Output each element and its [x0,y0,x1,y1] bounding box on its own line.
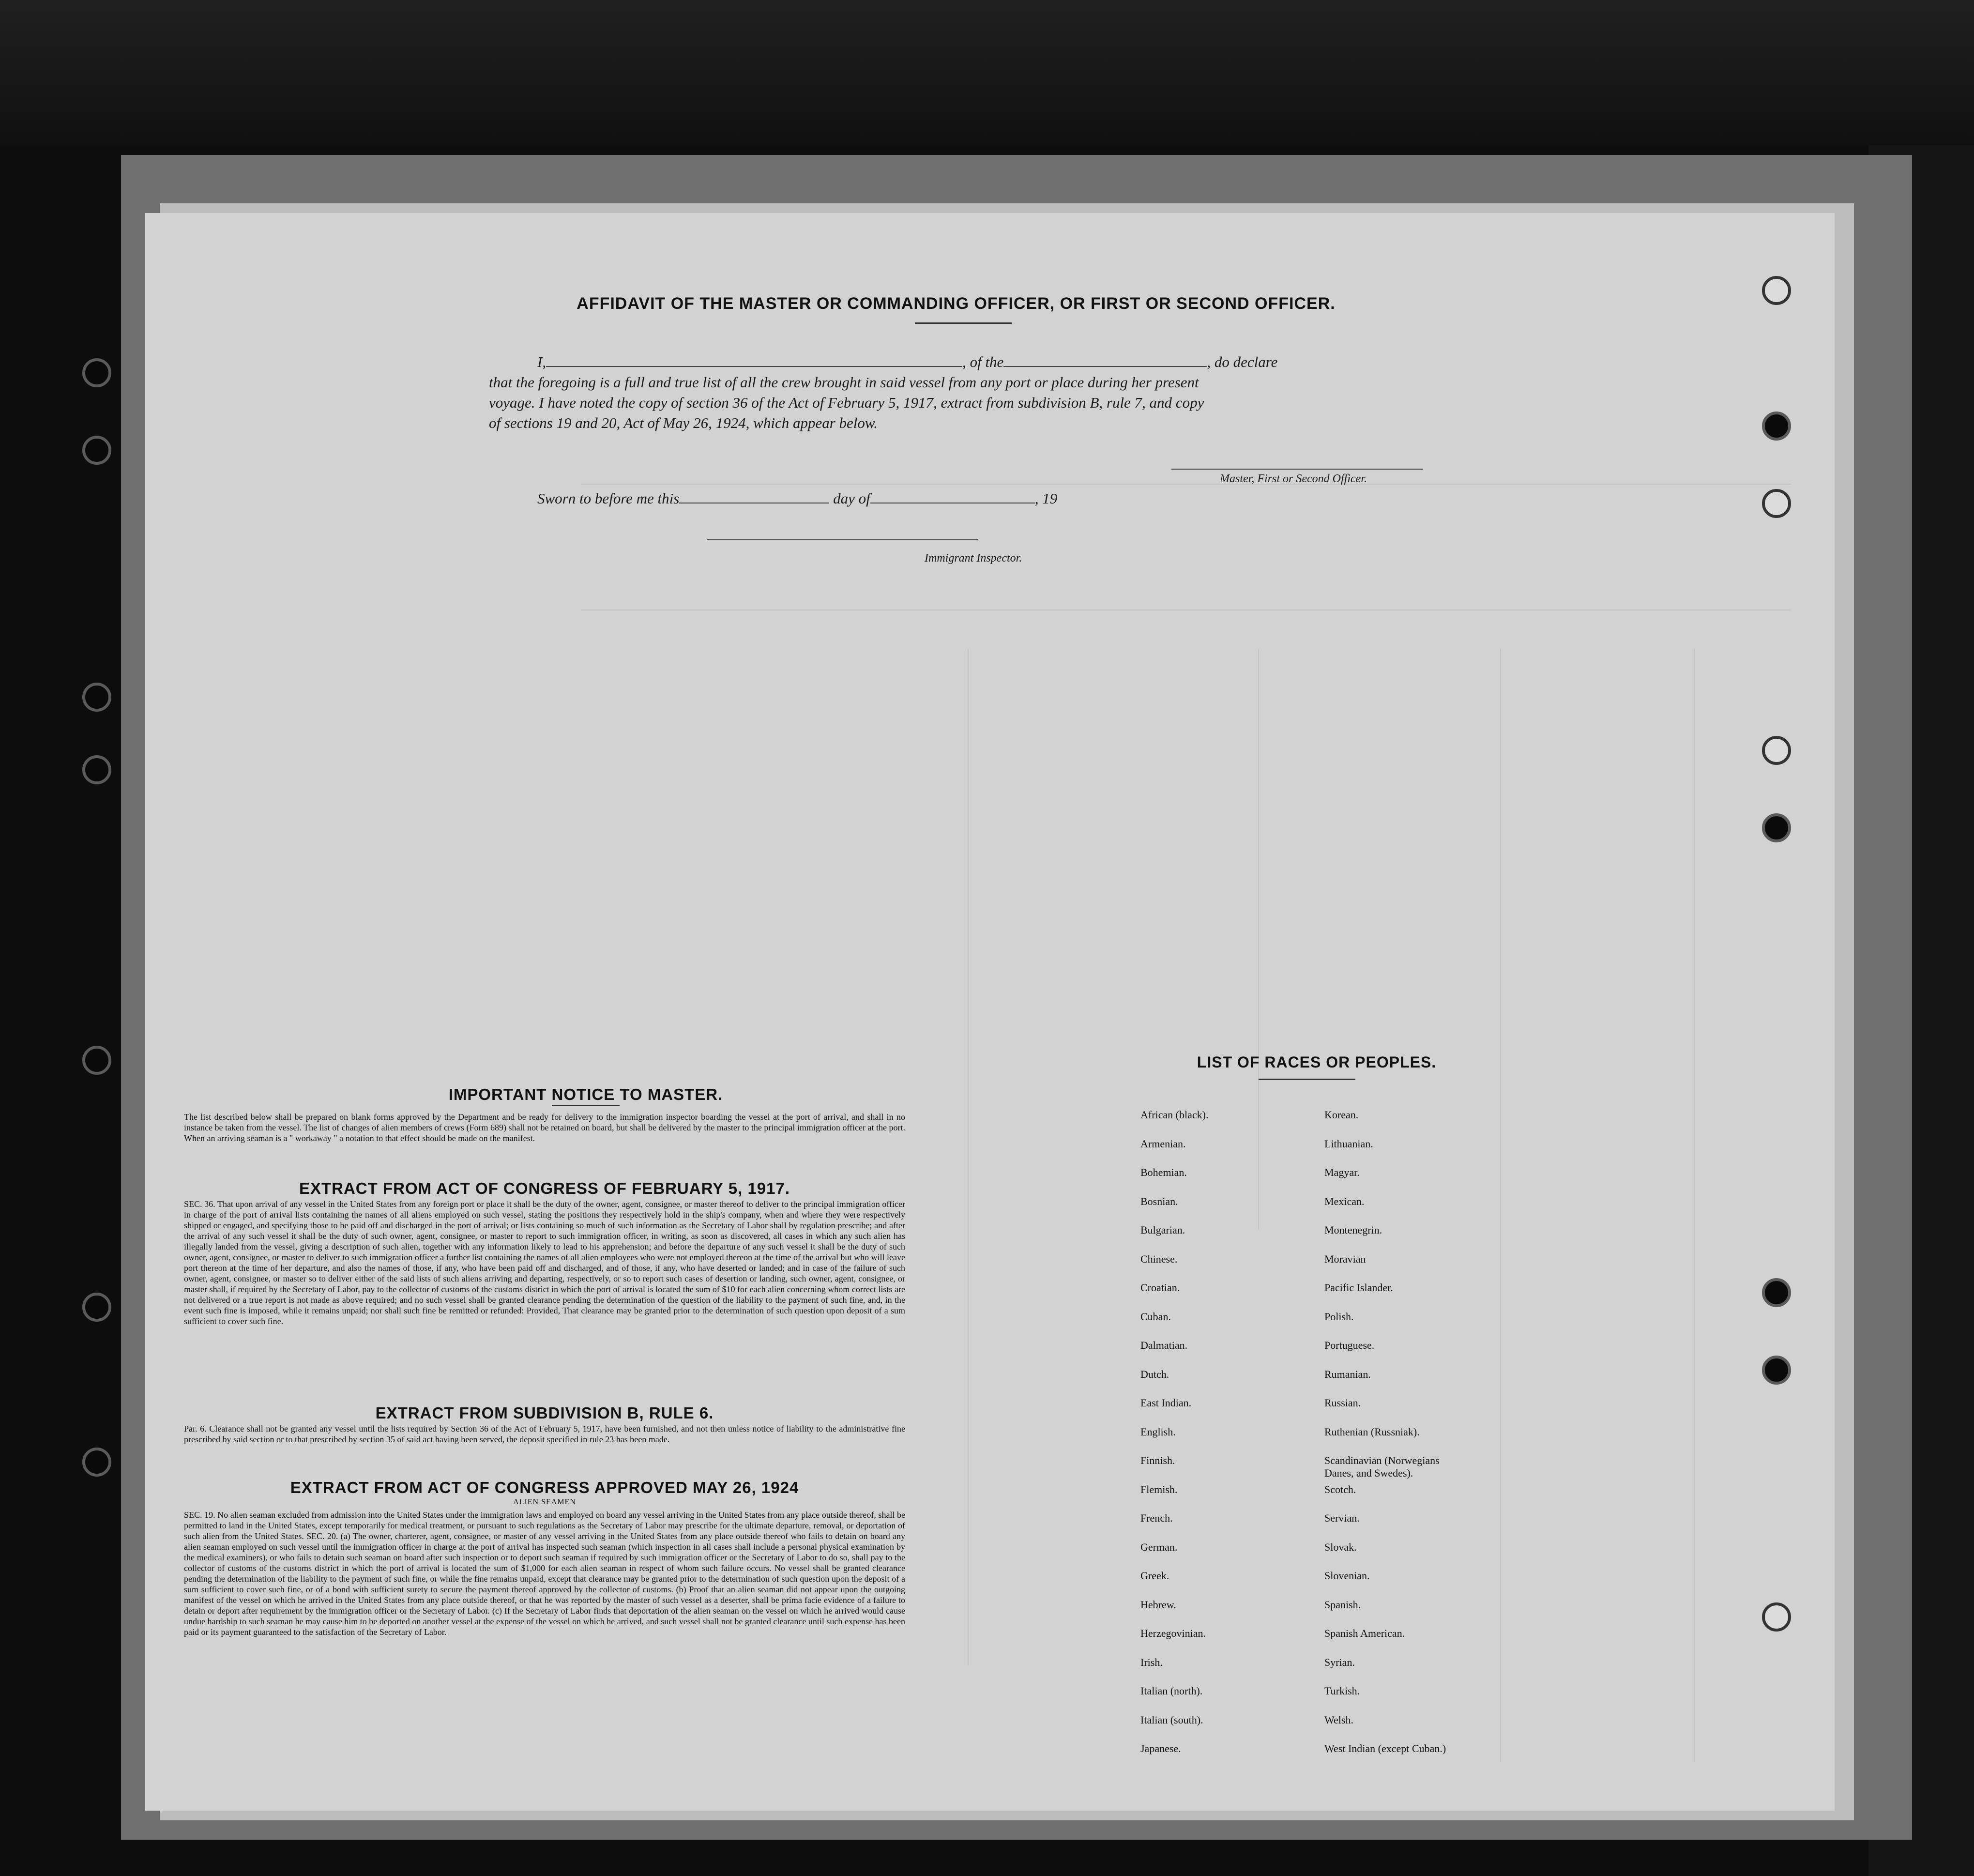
race-item: Montenegrin. [1324,1224,1382,1236]
punch-hole [1762,736,1791,765]
extract-1917-body: SEC. 36. That upon arrival of any vessel in the United States from any foreign port or place it shall be the duty of the owner, agent, consignee, or master thereof to deliver to the principal immigration officer in charge of the port of arrival lists containing the names of all aliens employed on such vessel, stating the positions they respectively hold in the ship's company, when and where they were respectively shipped or engaged, and specifying those to be paid off and discharged in the port of arrival; or lists containing so much of such information as the Secretary of Labor shall by regulation prescribe; and after the arrival of any such vessel it shall be the duty of such owner, agent, consignee, or master to report to such immigration officer, in writing, as soon as discovered, all cases in which any such alien has illegally landed from the vessel, giving a description of such alien, together with any information likely to lead to his apprehension; and before the departure of any such vessel it shall be the duty of such owner, agent, consignee, or master to deliver to such immigration officer a further list containing the names of all alien employees who were not employed thereon at the time of the arrival but who will leave port thereon at the time of her departure, and also the names of those, if any, who have been paid off and discharged, and of those, if any, who have deserted or landed; and in case of the failure of such owner, agent, consignee, or master so to deliver either of the said lists of such aliens arriving and departing, respectively, or so to report such cases of desertion or landing, such owner, agent, consignee, or master shall, if required by the Secretary of Labor, pay to the collector of customs of the customs district in which the port of arrival is located the sum of $10 for each alien concerning whom correct lists are not delivered or a true report is not made as above required; and no such vessel shall be granted clearance pending the determination of the question of the liability to the payment of such fine, and, in the event such fine is imposed, while it remains unpaid; nor shall such fine be remitted or refunded: Provided, That clearance may be granted prior to the determination of such question upon deposit of a sum sufficient to cover such fine. [184,1199,905,1326]
race-item: Greek. [1140,1570,1169,1582]
race-item: English. [1140,1425,1176,1438]
races-title: LIST OF RACES OR PEOPLES. [1197,1053,1437,1071]
race-item: Slovak. [1324,1540,1357,1553]
race-item: Mexican. [1324,1195,1365,1207]
races-rule [1259,1079,1355,1080]
punch-hole [82,755,111,784]
declaration-line-2: that the foregoing is a full and true list of all the crew brought in said vessel from any port or place during her present [489,374,1199,391]
declaration-line-4: of sections 19 and 20, Act of May 26, 1924, which appear below. [489,414,878,431]
sworn-line: Sworn to before me this day of , 19 [537,490,1058,507]
race-item: Slovenian. [1324,1570,1370,1582]
race-item: Russian. [1324,1397,1361,1409]
race-item: Scotch. [1324,1483,1356,1495]
race-item: Portuguese. [1324,1339,1375,1351]
race-item: Spanish. [1324,1598,1361,1611]
race-item: German. [1140,1540,1178,1553]
punch-hole [1762,1602,1791,1632]
race-item: Lithuanian. [1324,1137,1373,1150]
punch-hole [1762,276,1791,305]
name-blank[interactable] [546,366,962,367]
race-item: Rumanian. [1324,1368,1371,1380]
affidavit-title: AFFIDAVIT OF THE MASTER OR COMMANDING OFFICER, OR FIRST OR SECOND OFFICER. [577,294,1336,313]
race-item: African (black). [1140,1109,1209,1121]
punch-hole [1762,1278,1791,1307]
scanner-top-band [0,0,1974,145]
declaration-line-3: voyage. I have noted the copy of section 36 of the Act of February 5, 1917, extract from subdivision B, rule 7, and copy [489,394,1204,411]
punch-hole [1762,489,1791,518]
race-item: Herzegovinian. [1140,1627,1206,1639]
race-item: Welsh. [1324,1713,1353,1726]
notice-body: The list described below shall be prepared on blank forms approved by the Department and be ready for delivery to the immigration inspector boarding the vessel at the port of arrival, and shall in no instance be taken from the vessel. The list of changes of alien members of crews (Form 689) shall not be retained on board, but shall be delivered by the master to the principal immigration officer at the port. When an arriving seaman is a " workaway " a notation to that effect should be made on the manifest. [184,1112,905,1143]
master-label: Master, First or Second Officer. [1220,473,1367,485]
vessel-blank[interactable] [1003,366,1207,367]
race-item: Bulgarian. [1140,1224,1185,1236]
race-item: Korean. [1324,1109,1359,1121]
race-item: Japanese. [1140,1742,1181,1754]
race-item: Cuban. [1140,1310,1171,1323]
race-item: Irish. [1140,1656,1163,1668]
race-item: Italian (north). [1140,1685,1203,1697]
punch-hole [1762,813,1791,842]
race-item: Magyar. [1324,1166,1360,1178]
race-item: Croatian. [1140,1281,1180,1294]
race-item: Finnish. [1140,1454,1175,1466]
extract-1924-body: SEC. 19. No alien seaman excluded from admission into the United States under the immigration laws and employed on board any vessel arriving in the United States from any place outside thereof, shall be permitted to land in the United States, except temporarily for medical treatment, or pursuant to such regulations as the Secretary of Labor may prescribe for the ultimate departure, removal, or deportation of such alien from the United States. SEC. 20. (a) The owner, charterer, agent, consignee, or master of any vessel arriving in the United States from any place outside thereof who fails to detain on board any alien seaman employed on such vessel until the immigration officer in charge at the port of arrival has inspected such seaman (which inspection in all cases shall include a personal physical examination by the medical examiners), or who fails to detain such seaman on board after such inspection or to deport such seaman if required by such immigration officer or the Secretary of Labor to do so, shall pay to the collector of customs of the customs district in which the port of arrival is located the sum of $1,000 for each alien seaman in respect of whom such failure occurs. No vessel shall be granted clearance pending the determination of the liability to the payment of such fine, or while the fine remains unpaid, except that clearance may be granted prior to the determination of such question upon the deposit of a sum sufficient to cover such fine, or of a bond with sufficient surety to secure the payment thereof approved by the collector of customs. (b) Proof that an alien seaman did not appear upon the outgoing manifest of the vessel on which he arrived in the United States from any place outside thereof, or that he was reported by the master of such vessel as a deserter, shall be prima facie evidence of a failure to detain or deport after requirement by the immigration officer or the Secretary of Labor. (c) If the Secretary of Labor finds that deportation of the alien seaman on the vessel on which he arrived would cause undue hardship to such seaman he may cause him to be deported on another vessel at the expense of the vessel on which he arrived, and such vessel shall not be granted clearance until such expense has been paid or its payment guaranteed to the satisfaction of the Secretary of Labor. [184,1510,905,1637]
notice-rule [552,1105,620,1106]
race-item: French. [1140,1512,1173,1524]
punch-hole [82,683,111,712]
declaration-line-1: I, , of the , do declare [537,353,1278,370]
punch-hole [82,436,111,465]
inspector-signature-line [707,539,978,540]
punch-hole [1762,412,1791,441]
race-item: Italian (south). [1140,1713,1203,1726]
inspector-label: Immigrant Inspector. [925,552,1022,564]
rule6-body: Par. 6. Clearance shall not be granted any vessel until the lists required by Section 36 of the Act of February 5, 1917, have been furnished, and not then unless notice of liability to the administrative fine prescribed by said section or to that prescribed by section 35 of said act having been served, the deposit specified in rule 23 has been made. [184,1424,905,1444]
punch-hole [82,1046,111,1075]
race-item: Ruthenian (Russniak). [1324,1425,1420,1438]
extract-1924-title: EXTRACT FROM ACT OF CONGRESS APPROVED MAY 26, 1924 [290,1479,799,1496]
extract-1924-subtitle: ALIEN SEAMEN [513,1498,576,1506]
race-item: Dalmatian. [1140,1339,1188,1351]
extract-1917-title: EXTRACT FROM ACT OF CONGRESS OF FEBRUARY 5, 1917. [299,1179,790,1197]
title-rule [915,322,1012,324]
race-item: Pacific Islander. [1324,1281,1393,1294]
punch-hole [82,1448,111,1477]
race-item: Turkish. [1324,1685,1360,1697]
race-item: Bohemian. [1140,1166,1187,1178]
master-signature-line [1171,469,1423,470]
race-item: Hebrew. [1140,1598,1176,1611]
race-item: Bosnian. [1140,1195,1178,1207]
race-item: Spanish American. [1324,1627,1405,1639]
race-item: Syrian. [1324,1656,1355,1668]
race-item: Flemish. [1140,1483,1178,1495]
rule6-title: EXTRACT FROM SUBDIVISION B, RULE 6. [375,1404,714,1422]
race-item: Servian. [1324,1512,1360,1524]
race-item: Polish. [1324,1310,1354,1323]
race-item: Chinese. [1140,1252,1178,1265]
punch-hole [82,1293,111,1322]
race-item: East Indian. [1140,1397,1192,1409]
notice-title: IMPORTANT NOTICE TO MASTER. [448,1085,723,1103]
race-item: Scandinavian (Norwegians Danes, and Swedes). [1324,1454,1440,1479]
punch-hole [82,358,111,387]
race-item: West Indian (except Cuban.) [1324,1742,1446,1754]
race-item: Dutch. [1140,1368,1169,1380]
race-item: Moravian [1324,1252,1366,1265]
race-item: Armenian. [1140,1137,1186,1150]
punch-hole [1762,1356,1791,1385]
